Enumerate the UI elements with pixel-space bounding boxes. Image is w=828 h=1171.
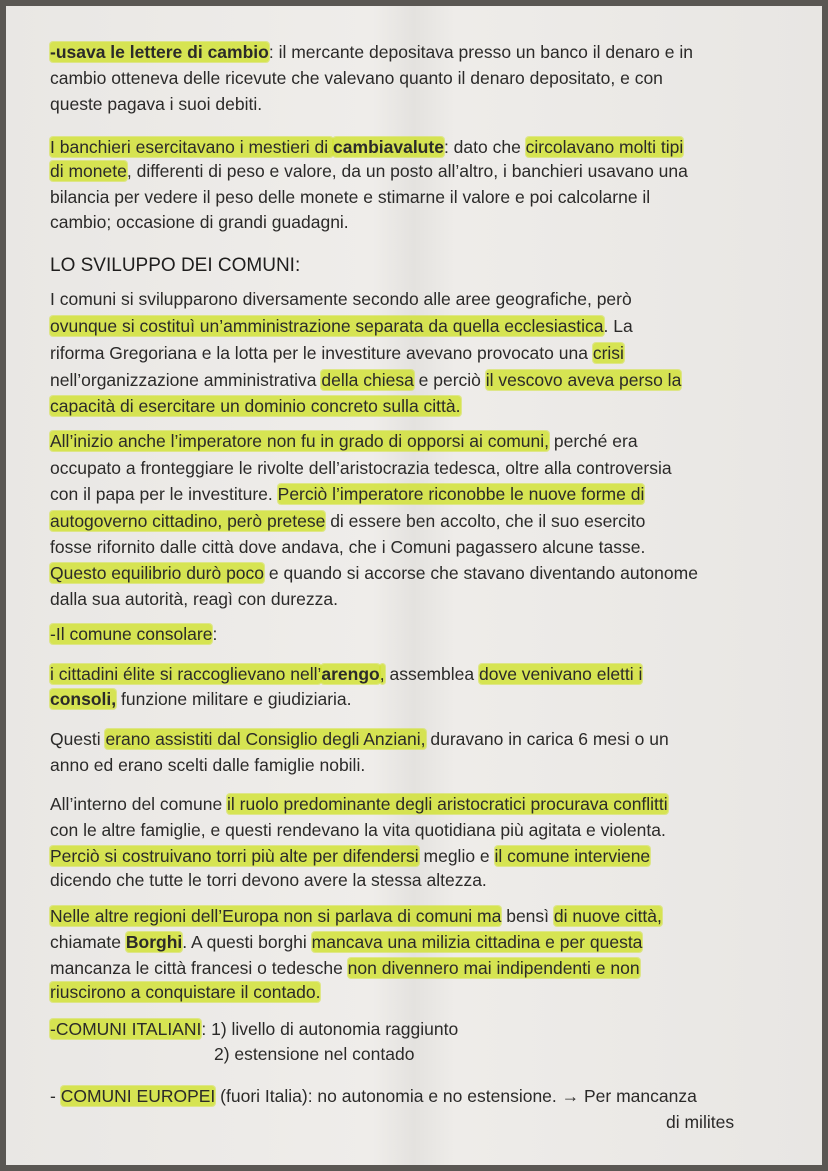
text-line: [50, 981, 320, 1003]
highlighted-text: Borghi: [125, 932, 183, 952]
text-segment: assemblea: [384, 664, 479, 684]
text-segment: dicendo che tutte le torri devono avere la stessa altezza.: [50, 870, 487, 890]
highlighted-text: di nuove città,: [553, 906, 662, 926]
text-segment: :: [212, 624, 218, 644]
highlighted-text: mancava una milizia cittadina e per questa: [311, 932, 643, 952]
text-segment: (fuori Italia): no autonomia e no estensione. → Per mancanza: [215, 1086, 697, 1106]
highlighted-text: capacità di esercitare un dominio concreto sulla città.: [50, 396, 461, 416]
text-line: [50, 623, 217, 645]
highlighted-text: consoli,: [50, 689, 117, 709]
text-line: [666, 1111, 734, 1133]
highlighted-text: il vescovo aveva perso la: [485, 370, 682, 390]
text-line: [50, 483, 644, 505]
highlighted-text: il comune interviene: [494, 846, 651, 866]
text-line: [50, 1085, 697, 1107]
text-line: [50, 905, 662, 927]
text-segment: cambio; occasione di grandi guadagni.: [50, 212, 349, 232]
text-line: [50, 315, 633, 337]
section-heading: [50, 255, 300, 277]
text-segment: 2) estensione nel contado: [214, 1044, 415, 1064]
text-line: [50, 67, 663, 89]
highlighted-text: Perciò si costruivano torri più alte per difendersi: [50, 846, 419, 866]
text-segment: : dato che: [443, 137, 526, 157]
text-segment: riforma Gregoriana e la lotta per le investiture avevano provocato una: [50, 343, 593, 363]
text-line: [50, 186, 650, 208]
text-line: [50, 931, 642, 953]
text-line: [50, 663, 642, 685]
highlighted-text: COMUNI EUROPEI: [60, 1086, 216, 1106]
text-line: [50, 845, 650, 867]
text-segment: e quando si accorse che stavano diventando autonome: [264, 563, 698, 583]
text-segment: nell’organizzazione amministrativa: [50, 370, 322, 390]
highlighted-text: arengo: [321, 664, 380, 684]
highlighted-text: -usava le lettere di cambio: [50, 42, 269, 62]
text-segment: . A questi borghi: [182, 932, 312, 952]
text-line: [50, 510, 645, 532]
text-segment: queste pagava i suoi debiti.: [50, 94, 263, 114]
text-segment: con le altre famiglie, e questi rendevano la vita quotidiana più agitata e violenta.: [50, 820, 666, 840]
text-line: [50, 342, 624, 364]
highlighted-text: ovunque si costituì un’amministrazione separata da quella ecclesiastica: [50, 316, 604, 336]
text-segment: All’interno del comune: [50, 794, 228, 814]
highlighted-text: non divennero mai indipendenti e non: [347, 958, 640, 978]
text-segment: . La: [603, 316, 633, 336]
text-segment: bilancia per vedere il peso delle monete e stimarne il valore e poi calcolarne il: [50, 187, 651, 207]
text-segment: mancanza le città francesi o tedesche: [50, 958, 348, 978]
text-line: [50, 457, 672, 479]
highlighted-text: -Il comune consolare: [50, 624, 213, 644]
text-line: [50, 211, 349, 233]
text-line: [50, 1018, 458, 1040]
text-segment: dalla sua autorità, reagì con durezza.: [50, 589, 338, 609]
text-line: [50, 395, 461, 417]
text-line: [50, 688, 352, 710]
highlighted-text: ,: [379, 664, 385, 684]
text-segment: e perciò: [413, 370, 486, 390]
highlighted-text: i cittadini élite si raccoglievano nell’: [50, 664, 322, 684]
text-segment: di milites: [666, 1112, 735, 1132]
text-segment: fosse rifornito dalle città dove andava, che i Comuni pagassero alcune tasse.: [50, 537, 646, 557]
text-line: [50, 369, 681, 391]
text-segment: occupato a fronteggiare le rivolte dell’aristocrazia tedesca, oltre alla controversia: [50, 458, 672, 478]
text-segment: -: [50, 1086, 61, 1106]
text-line: [50, 93, 262, 115]
text-segment: di essere ben accolto, che il suo esercito: [325, 511, 646, 531]
highlighted-text: Perciò l’imperatore riconobbe le nuove forme di: [277, 484, 645, 504]
text-segment: perché era: [549, 431, 638, 451]
text-line: [50, 562, 698, 584]
text-line: [50, 819, 666, 841]
highlighted-text: Questo equilibrio durò poco: [50, 563, 265, 583]
text-line: [50, 160, 688, 182]
text-line: [50, 728, 669, 750]
highlighted-text: circolavano molti tipi: [525, 137, 684, 157]
highlighted-text: All’inizio anche l’imperatore non fu in grado di opporsi ai comuni,: [50, 431, 550, 451]
text-segment: : 1) livello di autonomia raggiunto: [201, 1019, 459, 1039]
highlighted-text: crisi: [592, 343, 624, 363]
text-line: [50, 430, 638, 452]
text-line: [50, 588, 338, 610]
text-line: [50, 536, 645, 558]
highlighted-text: dove venivano eletti i: [478, 664, 643, 684]
text-segment: chiamate: [50, 932, 126, 952]
text-line: [50, 957, 640, 979]
text-segment: Questi: [50, 729, 106, 749]
highlighted-text: -COMUNI ITALIANI: [50, 1019, 202, 1039]
highlighted-text: di monete: [50, 161, 127, 181]
text-segment: anno ed erano scelti dalle famiglie nobili.: [50, 755, 366, 775]
text-segment: con il papa per le investiture.: [50, 484, 278, 504]
text-segment: cambio otteneva delle ricevute che valevano quanto il denaro depositato, e con: [50, 68, 663, 88]
highlighted-text: I banchieri esercitavano i mestieri di: [50, 137, 334, 157]
text-line: [50, 41, 693, 63]
text-line: [50, 754, 365, 776]
highlighted-text: riuscirono a conquistare il contado.: [50, 982, 321, 1002]
highlighted-text: cambiavalute: [333, 137, 444, 157]
highlighted-text: della chiesa: [321, 370, 414, 390]
highlighted-text: il ruolo predominante degli aristocratici procurava conflitti: [227, 794, 668, 814]
text-line: [50, 869, 487, 891]
document-page: [6, 6, 822, 1165]
text-segment: bensì: [501, 906, 554, 926]
highlighted-text: Nelle altre regioni dell’Europa non si parlava di comuni ma: [50, 906, 502, 926]
text-segment: LO SVILUPPO DEI COMUNI:: [50, 255, 301, 276]
text-segment: , differenti di peso e valore, da un posto all’altro, i banchieri usavano una: [126, 161, 688, 181]
text-segment: funzione militare e giudiziaria.: [116, 689, 352, 709]
text-segment: meglio e: [418, 846, 495, 866]
text-segment: I comuni si svilupparono diversamente secondo alle aree geografiche, però: [50, 289, 632, 309]
highlighted-text: erano assistiti dal Consiglio degli Anziani,: [105, 729, 426, 749]
text-line: [214, 1043, 414, 1065]
highlighted-text: autogoverno cittadino, però pretese: [50, 511, 326, 531]
text-line: [50, 288, 632, 310]
text-segment: duravano in carica 6 mesi o un: [425, 729, 669, 749]
text-segment: : il mercante depositava presso un banco il denaro e in: [268, 42, 693, 62]
text-line: [50, 136, 683, 158]
text-line: [50, 793, 668, 815]
